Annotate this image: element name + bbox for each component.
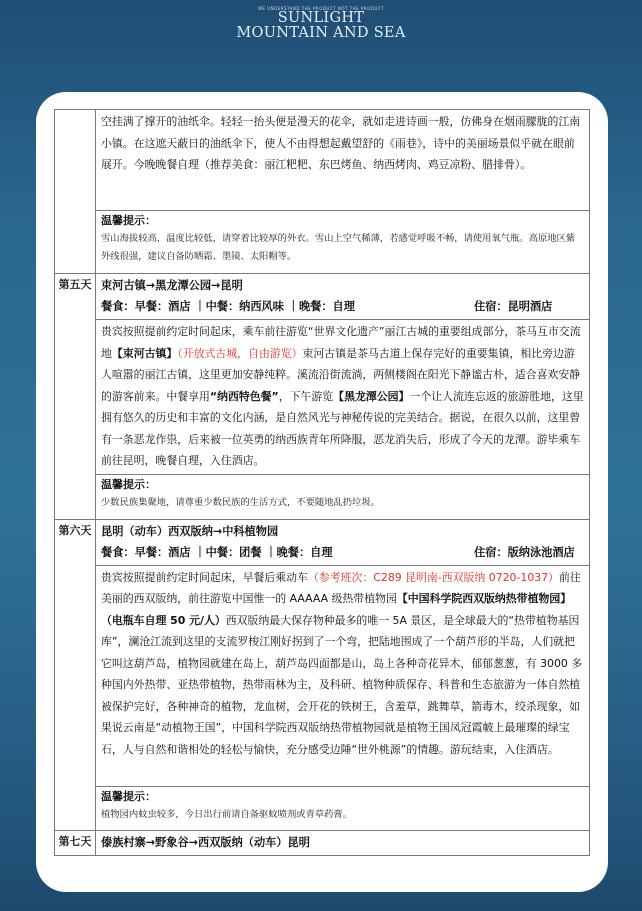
itinerary-card [36,92,608,892]
day5-stay: 住宿：昆明酒店 [474,300,553,313]
day6-meals: 餐食：早餐：酒店 ｜中餐：团餐 ｜晚餐：自理 [101,545,333,559]
day6-tips [96,786,590,830]
day5-highlight-heilongtan: 【黑龙潭公园】 [333,389,410,403]
day5-tips [96,474,590,519]
day6-text-1: 贵宾按照提前约定时间起床，早餐后乘动车 [101,570,308,584]
tips-text: 少数民族集聚地，请尊重少数民族的生活方式，不要随地乱扔垃圾。 [101,496,380,508]
brand-logo [0,6,642,41]
day5-title: 束河古镇→黑龙潭公园→昆明 [101,279,243,292]
continuation-tips [96,211,590,274]
continuation-paragraph: 空挂满了撑开的油纸伞。轻轻一抬头便是漫天的花伞，就如走进诗画一般，仿佛身在烟雨朦胧的江南小镇。在这遮天蔽日的油纸伞下，使人不由得想起戴望舒的《雨巷》，诗中的美丽场景似乎就在眼前展开。今晚晚餐自理（推荐美食：丽江粑粑、东巴烤鱼、纳西烤肉、鸡豆凉粉、腊排骨）。 [101,115,581,171]
tips-text: 雪山海拔较高，温度比较低，请穿着比较厚的外衣。雪山上空气稀薄，若感觉呼吸不畅，请使用氧气瓶。高原地区紫外线很强，建议自备防晒霜、墨镜、太阳帽等。 [101,233,576,262]
day-cell-empty [55,110,96,274]
brand-name-line1: SUNLIGHT [277,10,365,26]
day-label-5: 第五天 [55,274,96,520]
continuation-text [96,110,590,211]
tips-label: 温馨提示： [101,477,156,491]
day5-description [96,320,590,475]
day5-text-2: 束河古镇是茶马古道上保存完好的重要集镇，相比旁边游人喧嚣的丽江古镇，这里更加安静纯粹。溪流沿街流淌，两侧楼阁在阳光下静谧古朴，适合喜欢安静的游客前来。中餐享用 [101,346,581,403]
day6-description [96,565,590,786]
day-label-6: 第六天 [55,519,96,830]
day6-text-3: 西双版纳最大保存物种最多的唯一 5A 景区，是全球最大的“热带植物基因库”，澜沧江流到这里的支流罗梭江刚好拐到了一个弯，把陆地围成了一个葫芦形的半岛，人们就把它叫这葫芦岛，植物园就建在岛上，葫芦岛四面都是山，岛上各种奇花异木，郁郁葱葱，有 3000 多种国内外热带、亚热带植物，热带雨林为主，及科研、植物种质保存、科普和生态旅游为一体自然植被保护完好，各种神奇的植物，龙血树，会开花的铁树王，含羞草，跳舞草，箭毒木，绞杀现象，如果说云南是“动植物王国”，中国科学院西双版纳热带植物园就是植物王国凤冠霞帔上最璀璨的绿宝石，人与自然和谐相处的轻松与愉快，充分感受边陲“世外桃源”的情趣。游玩结束，入住酒店。 [101,613,583,756]
day6-title: 昆明（动车）西双版纳→中科植物园 [101,524,279,538]
tips-label: 温馨提示： [101,789,156,803]
day7-header [96,830,590,855]
day-label-7: 第七天 [55,830,96,855]
day5-meals-row [101,296,584,317]
brand-tagline: WE UNDERSTAND THE PRODUCT NOT THE PRODUCT [257,6,385,11]
day5-header [96,274,590,320]
day6-text-2: 前往美丽的西双版纳，前往游览中国惟一的 AAAAA 级热带植物园 [101,570,581,605]
day5-meals: 餐食：早餐：酒店 ｜中餐：纳西风味 ｜晚餐：自理 [101,300,355,313]
day5-highlight-shuhe: 【束河古镇】 [111,346,178,360]
itinerary-table [54,109,590,856]
day5-text-4: 一个让人流连忘返的旅游胜地，这里拥有悠久的历史和丰富的文化内涵，是自然风光与神秘传说的完美结合。据说，在很久以前，这里曾有一条恶龙作祟，后来被一位英勇的纳西族青年所降服，恶龙消失后，形成了今天的龙潭。游毕乘车前往昆明，晚餐自理，入住酒店。 [101,389,584,467]
day6-highlight-garden: 【中国科学院西双版纳热带植物园】（电瓶车自理 50 元/人） [101,592,572,627]
day7-title: 傣族村寨→野象谷→西双版纳（动车）昆明 [101,835,310,849]
day5-text-3: ，下午游览 [278,389,334,403]
day6-stay: 住宿：版纳泳池酒店 [474,545,575,559]
tips-label: 温馨提示： [101,214,156,227]
day5-note-open: （开放式古城，自由游览） [177,346,303,360]
day5-text-1: 贵宾按照提前约定时间起床，乘车前往游览“世界文化遗产”丽江古城的重要组成部分，茶马互市交流地 [101,325,581,360]
tips-text: 植物园内蚊虫较多，今日出行前请自备驱蚊喷剂或青草药膏。 [101,808,353,820]
day6-header [96,519,590,565]
day5-highlight-meal: “纳西特色餐” [209,389,279,403]
day6-meals-row [101,542,584,563]
brand-name-line2: MOUNTAIN AND SEA [236,25,406,41]
day6-train-ref: （参考班次：C289 昆明南-西双版纳 0720-1037） [307,570,560,584]
